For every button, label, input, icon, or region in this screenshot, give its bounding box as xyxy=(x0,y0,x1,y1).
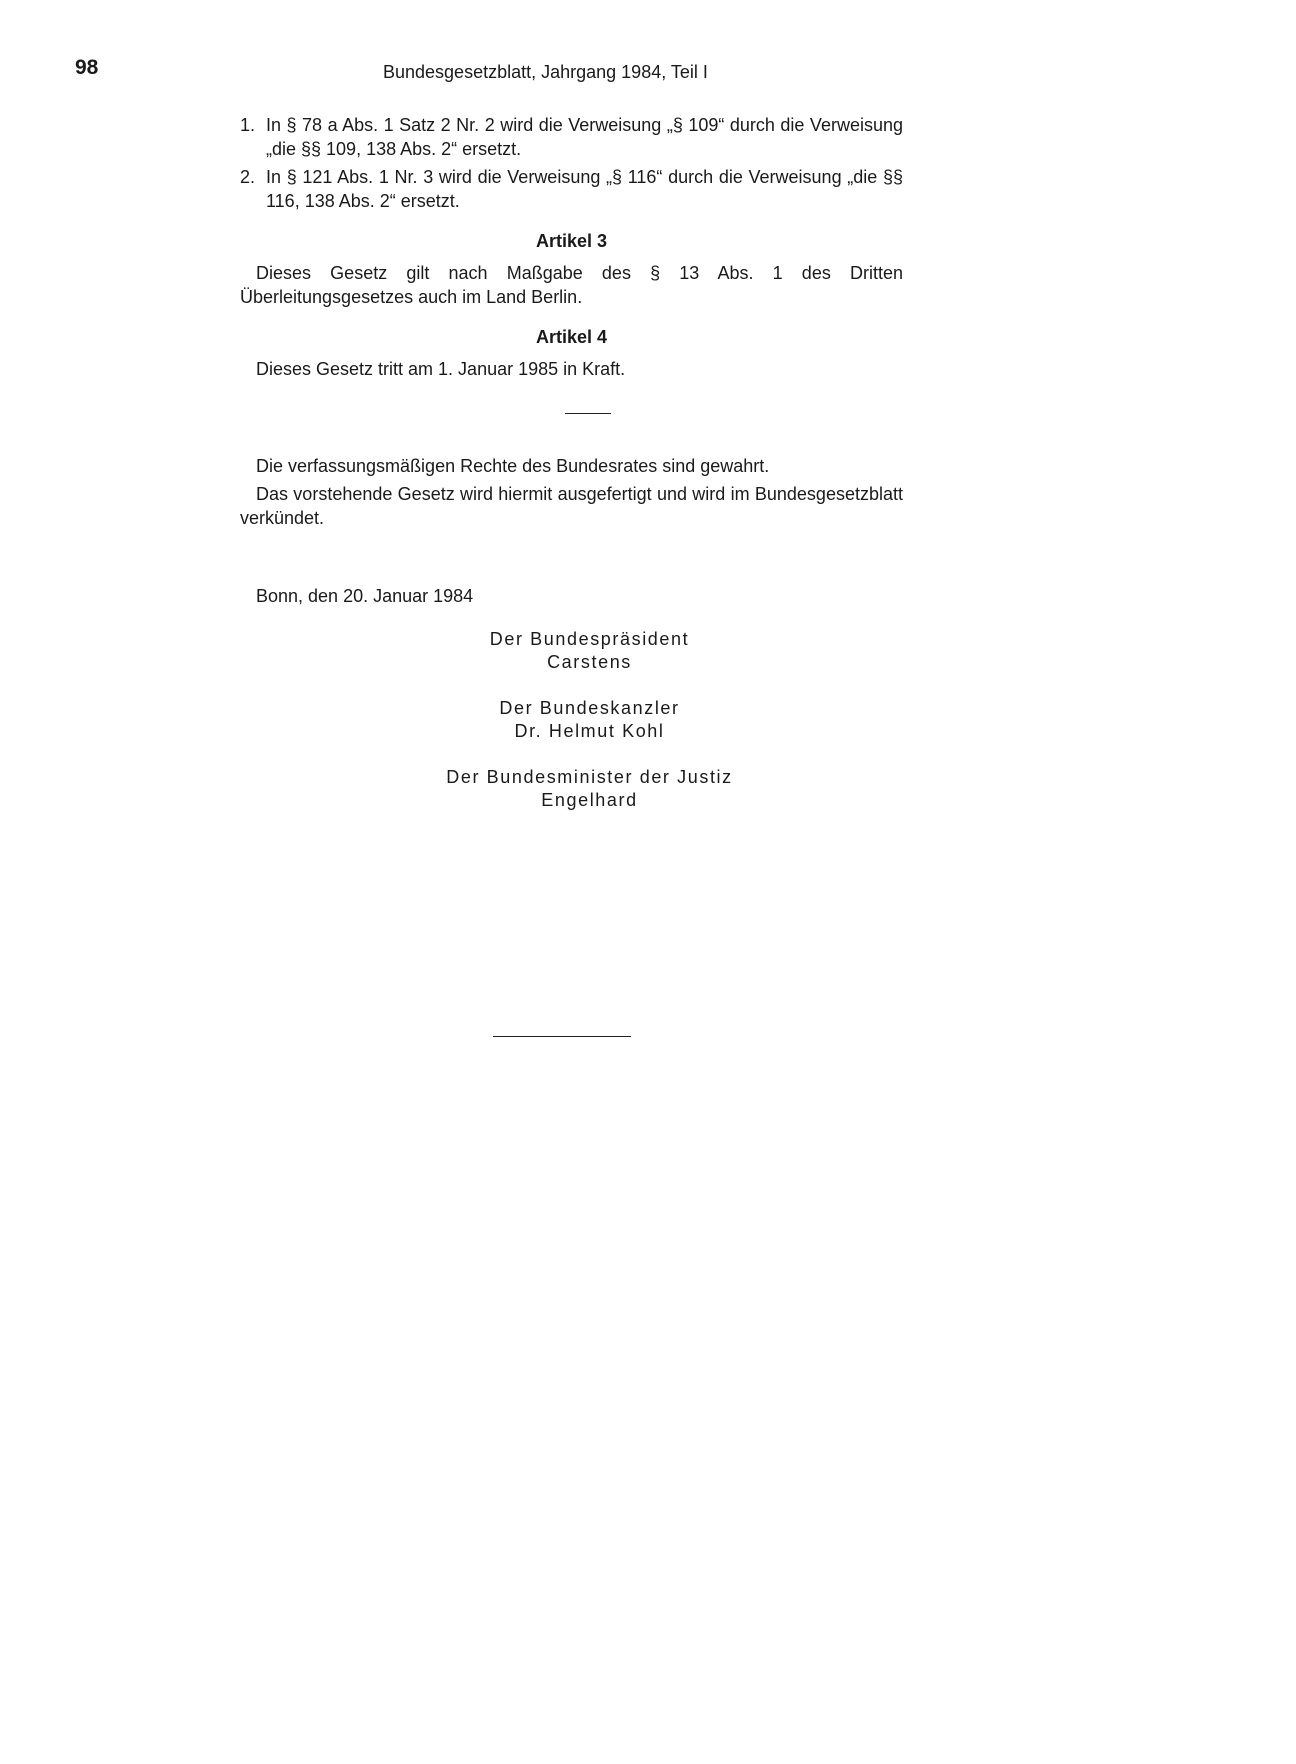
section-divider xyxy=(565,413,611,414)
article-heading: Artikel 4 xyxy=(535,327,608,347)
signatory-office: Der Bundespräsident xyxy=(489,629,690,649)
signature-block xyxy=(258,697,921,743)
signatory-name: Engelhard xyxy=(541,790,638,810)
running-header: Bundesgesetzblatt, Jahrgang 1984, Teil I xyxy=(383,62,708,82)
place-date: Bonn, den 20. Januar 1984 xyxy=(256,586,474,606)
list-item-text: In § 78 a Abs. 1 Satz 2 Nr. 2 wird die Verweisung „§ 109“ durch die Verweisung „die §§ 109, 138 Abs. 2“ ersetzt. xyxy=(266,115,903,159)
rights-note: Die verfassungsmäßigen Rechte des Bundesrates sind gewahrt. xyxy=(256,456,770,476)
article-heading: Artikel 3 xyxy=(535,231,608,251)
signatory-office: Der Bundesminister der Justiz xyxy=(446,767,733,787)
list-item-number: 1. xyxy=(240,115,256,135)
article-text: Dieses Gesetz tritt am 1. Januar 1985 in Kraft. xyxy=(256,359,626,379)
end-rule xyxy=(493,1036,631,1037)
promulgation-text: Das vorstehende Gesetz wird hiermit ausgefertigt und wird im Bundesgesetzblatt verkündet. xyxy=(240,484,903,528)
signatory-name: Carstens xyxy=(547,652,632,672)
list-item xyxy=(240,165,903,213)
list-item xyxy=(240,113,903,161)
list-item-text: In § 121 Abs. 1 Nr. 3 wird die Verweisung „§ 116“ durch die Verweisung „die §§ 116, 138 Abs. 2“ ersetzt. xyxy=(266,167,903,211)
article-text: Dieses Gesetz gilt nach Maßgabe des § 13 Abs. 1 des Dritten Überleitungsgesetzes auch im Land Berlin. xyxy=(240,263,903,307)
document-body xyxy=(240,113,903,835)
signatory-name: Dr. Helmut Kohl xyxy=(514,721,665,741)
signatory-office: Der Bundeskanzler xyxy=(499,698,680,718)
signature-block xyxy=(258,766,921,812)
list-item-number: 2. xyxy=(240,167,256,187)
signature-block xyxy=(258,628,921,674)
signature-blocks xyxy=(258,628,921,812)
page-number: 98 xyxy=(75,56,99,79)
